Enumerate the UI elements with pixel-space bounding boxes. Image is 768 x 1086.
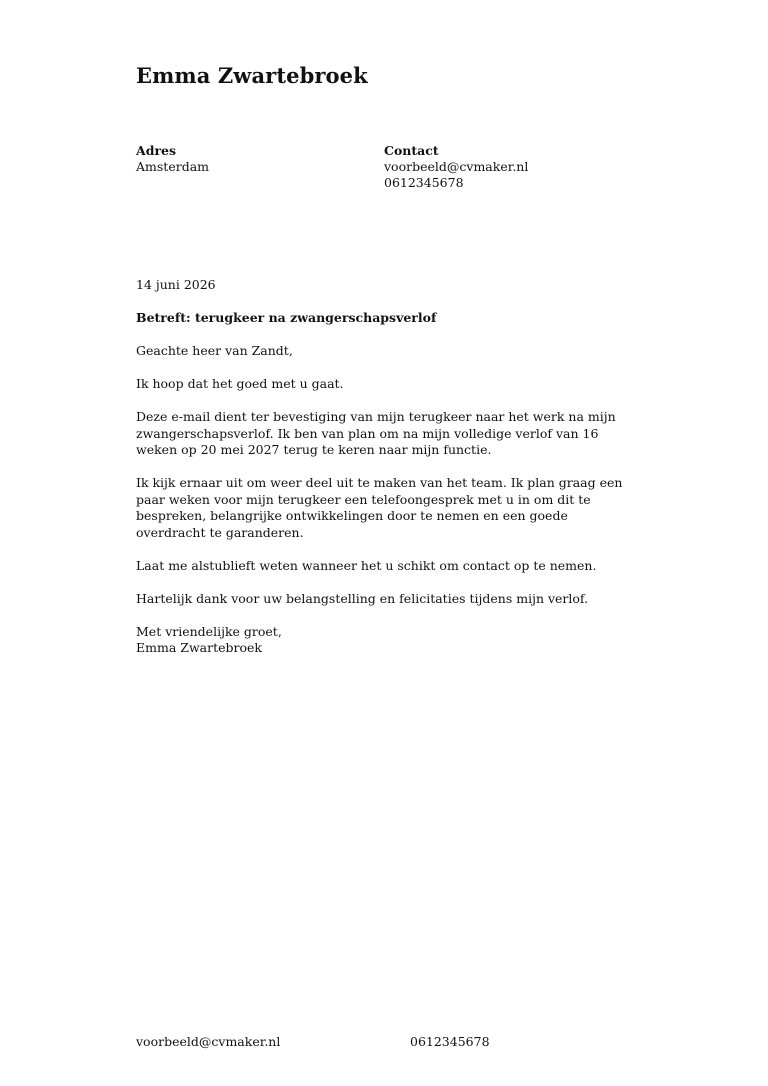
letter-paragraph: Deze e-mail dient ter bevestiging van mijn terugkeer naar het werk na mijn zwangerschapsverlof. Ik ben van plan om na mijn volledige verlof van 16 weken op 20 mei 2027 terug te keren naar mijn functie. xyxy=(136,409,616,457)
footer-email: voorbeeld@cvmaker.nl xyxy=(136,1034,281,1049)
letter-date: 14 juni 2026 xyxy=(136,277,216,292)
sender-name: Emma Zwartebroek xyxy=(136,63,368,88)
address-label: Adres xyxy=(136,143,177,158)
letter-signature: Emma Zwartebroek xyxy=(136,640,262,655)
letter-body xyxy=(136,277,636,673)
letter-closing-block xyxy=(136,624,636,657)
address-block xyxy=(136,143,209,175)
contact-phone: 0612345678 xyxy=(384,175,464,190)
contact-email: voorbeeld@cvmaker.nl xyxy=(384,159,529,174)
contact-block xyxy=(384,143,528,191)
letter-paragraph: Laat me alstublieft weten wanneer het u schikt om contact op te nemen. xyxy=(136,557,597,573)
letter-paragraph: Ik kijk ernaar uit om weer deel uit te maken van het team. Ik plan graag een paar weken voor mijn terugkeer een telefoongesprek met u in om dit te bespreken, belangrijke ontwikkelingen door te nemen en een goede overdracht te garanderen. xyxy=(136,475,623,540)
address-city: Amsterdam xyxy=(136,159,209,174)
footer-phone: 0612345678 xyxy=(410,1034,490,1049)
letter-closing: Met vriendelijke groet, xyxy=(136,623,282,639)
letter-subject: Betreft: terugkeer na zwangerschapsverlof xyxy=(136,310,437,325)
letter-paragraph: Hartelijk dank voor uw belangstelling en felicitaties tijdens mijn verlof. xyxy=(136,590,589,606)
letter-salutation: Geachte heer van Zandt, xyxy=(136,343,293,358)
contact-label: Contact xyxy=(384,143,439,158)
letter-paragraph: Ik hoop dat het goed met u gaat. xyxy=(136,376,344,391)
